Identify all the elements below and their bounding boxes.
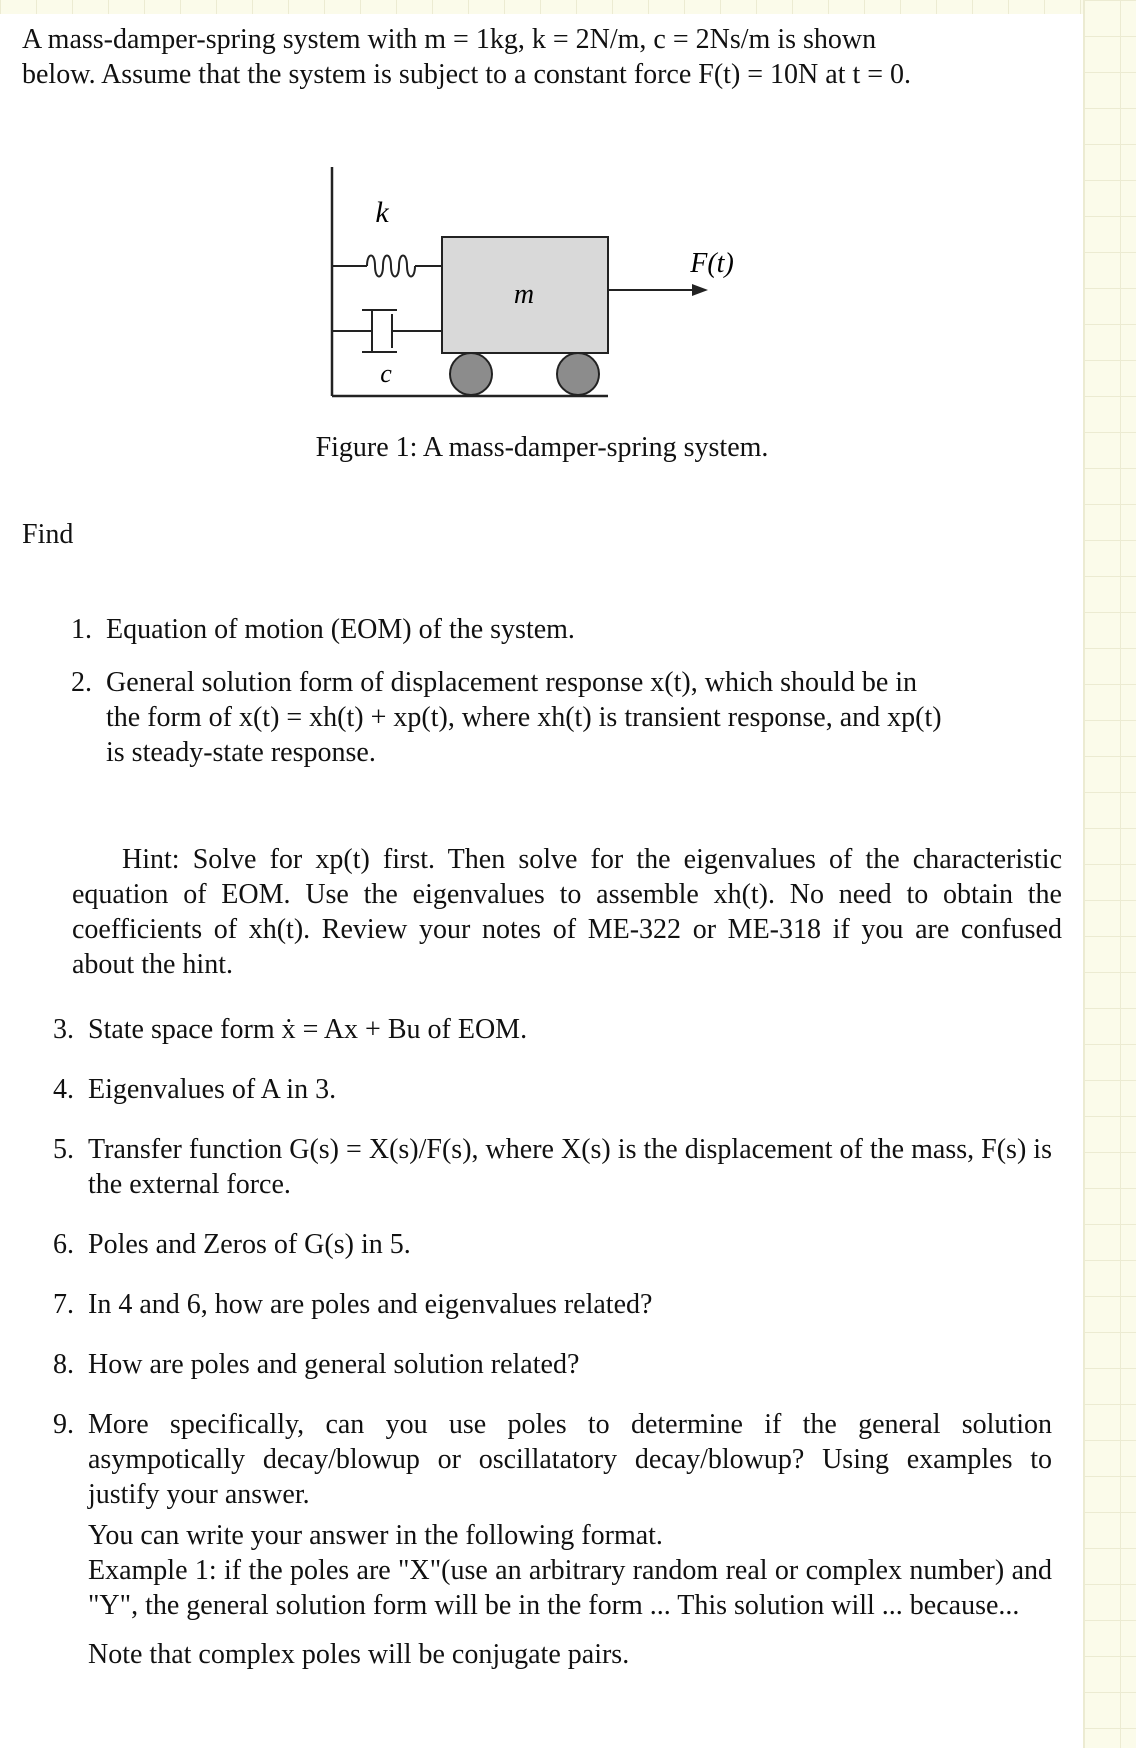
- item-number: 2.: [71, 667, 92, 698]
- list-item: [22, 665, 1052, 770]
- intro-line-1: A mass-damper-spring system with m = 1kg, k = 2N/m, c = 2Ns/m is shown: [22, 24, 877, 55]
- item-text: How are poles and general solution related?: [88, 1349, 580, 1380]
- item-text: Transfer function G(s) = X(s)/F(s), where X(s) is the displacement of the mass, F(s) is the external force.: [88, 1134, 1052, 1200]
- item-number: 7.: [53, 1289, 74, 1320]
- item-text: [106, 665, 1052, 770]
- list-item: [22, 1072, 1052, 1107]
- item-text-line: the form of x(t) = xh(t) + xp(t), where xh(t) is transient response, and xp(t): [106, 702, 942, 733]
- mass-damper-spring-figure: [22, 22, 1062, 422]
- force-label: F(t): [690, 248, 734, 279]
- list-item: [22, 1407, 1052, 1512]
- list-item: [22, 1347, 1052, 1382]
- item-text: State space form ẋ = Ax + Bu of EOM.: [88, 1014, 528, 1045]
- list-item: [22, 1227, 1052, 1262]
- list-item: [22, 1012, 1052, 1047]
- notebook-grid-margin: [1083, 0, 1136, 1748]
- item-text: In 4 and 6, how are poles and eigenvalues related?: [88, 1289, 653, 1320]
- item-text-line: is steady-state response.: [106, 737, 376, 768]
- question-list-part-2: [22, 1012, 1052, 1686]
- item-number: 6.: [53, 1229, 74, 1260]
- damper-label: c: [380, 359, 392, 388]
- force-arrow: [608, 284, 708, 296]
- item-text: Equation of motion (EOM) of the system.: [106, 614, 575, 645]
- hint-paragraph: Hint: Solve for xp(t) first. Then solve for the eigenvalues of the characteristic equation of EOM. Use the eigenvalues to assemble xh(t). No need to obtain the coefficients of xh(t). Review your notes of ME-322 or ME-318 if you are confused about the hint.: [72, 844, 1062, 980]
- item-text: Eigenvalues of A in 3.: [88, 1074, 337, 1105]
- item-text: More specifically, can you use poles to determine if the general solution asympotically decay/blowup or oscillatatory decay/blowup? Using examples to justify your answer.: [88, 1409, 1052, 1510]
- find-heading: Find: [22, 519, 74, 550]
- item-number: 8.: [53, 1349, 74, 1380]
- format-line: You can write your answer in the following format.: [88, 1520, 663, 1551]
- damper-symbol: [332, 310, 442, 352]
- item-9-answer-format: [88, 1518, 1052, 1672]
- item-number: 4.: [53, 1074, 74, 1105]
- list-item: [22, 612, 1052, 647]
- top-grid-strip: [0, 0, 1136, 14]
- item-number: 1.: [71, 614, 92, 645]
- list-item: [22, 1132, 1052, 1202]
- wheel-right: [557, 353, 599, 395]
- question-list-part-1: [22, 612, 1052, 770]
- figure-caption: Figure 1: A mass-damper-spring system.: [315, 432, 769, 463]
- problem-page: [22, 22, 1062, 1670]
- spring-symbol: [332, 256, 442, 277]
- intro-line-2: below. Assume that the system is subject to a constant force F(t) = 10N at t = 0.: [22, 59, 912, 90]
- item-number: 3.: [53, 1014, 74, 1045]
- wheel-left: [450, 353, 492, 395]
- item-number: 9.: [53, 1409, 74, 1440]
- list-item: [22, 1287, 1052, 1322]
- spring-label: k: [375, 196, 389, 229]
- example-paragraph: Example 1: if the poles are "X"(use an arbitrary random real or complex number) and "Y", the general solution form will be in the form ... This solution will ... because...: [88, 1555, 1052, 1621]
- item-number: 5.: [53, 1134, 74, 1165]
- conjugate-note: Note that complex poles will be conjugate pairs.: [88, 1639, 630, 1670]
- item-text: Poles and Zeros of G(s) in 5.: [88, 1229, 411, 1260]
- mass-label: m: [513, 279, 535, 310]
- item-text-line: General solution form of displacement response x(t), which should be in: [106, 667, 918, 698]
